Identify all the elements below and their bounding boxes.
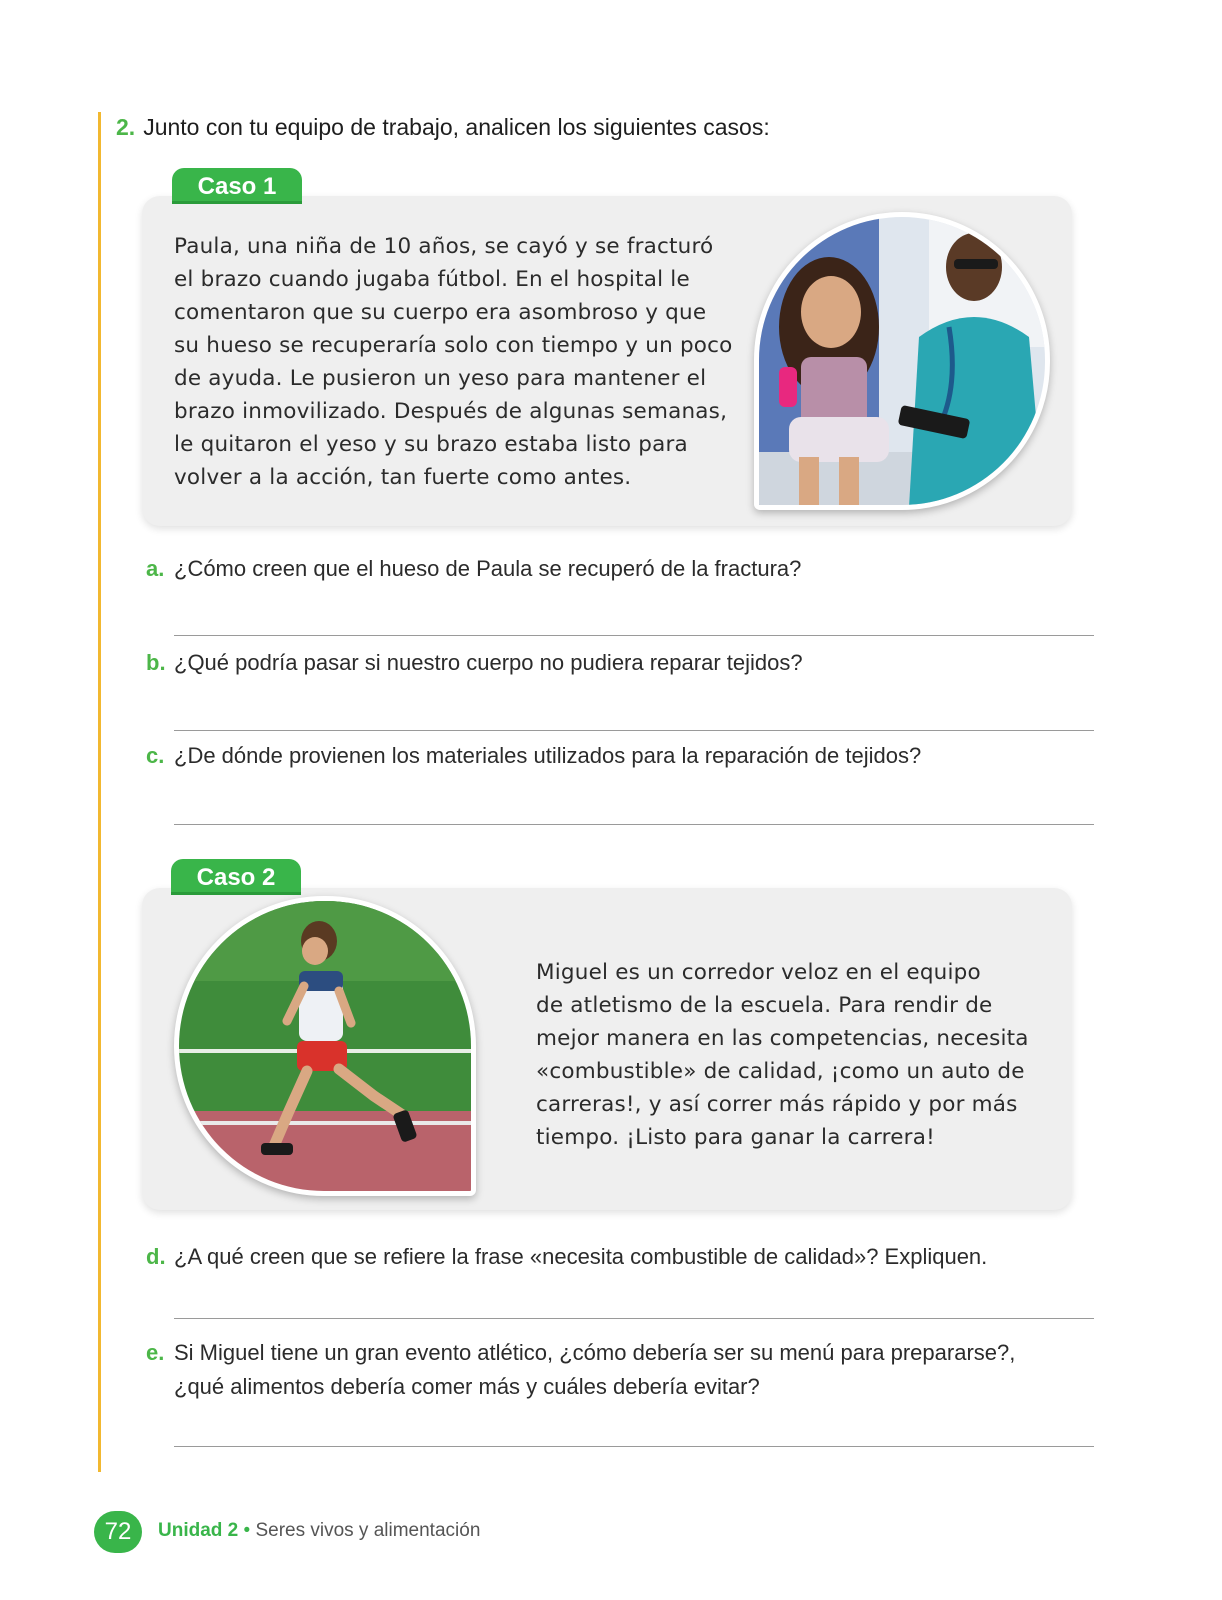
page-number: 72 (94, 1511, 142, 1553)
question-e (146, 1336, 1015, 1404)
footer-unit: Unidad 2 (158, 1520, 239, 1541)
case-1-line: su hueso se recuperaría solo con tiempo y un poco (174, 333, 733, 358)
case-2-text (536, 956, 1029, 1154)
question-d (146, 1240, 987, 1274)
answer-line-e[interactable] (174, 1446, 1094, 1447)
hospital-photo (754, 212, 1050, 510)
question-b (146, 646, 803, 680)
question-a (146, 552, 801, 586)
task-number: 2. (116, 114, 136, 140)
question-text-line-1: Si Miguel tiene un gran evento atlético, ¿cómo debería ser su menú para prepararse?, (174, 1340, 1016, 1365)
runner-photo (174, 896, 476, 1196)
case-1-text (174, 230, 733, 494)
case-2-line: mejor manera en las competencias, necesita (536, 1026, 1029, 1051)
case-2-line: tiempo. ¡Listo para ganar la carrera! (536, 1125, 935, 1150)
case-2-tab: Caso 2 (171, 859, 301, 895)
answer-line-a[interactable] (174, 635, 1094, 636)
question-letter: a. (146, 556, 165, 581)
case-2-line: Miguel es un corredor veloz en el equipo (536, 960, 981, 985)
footer-separator: • (243, 1520, 251, 1541)
case-1-line: comentaron que su cuerpo era asombroso y que (174, 300, 707, 325)
task-text: Junto con tu equipo de trabajo, analicen los siguientes casos: (143, 114, 770, 140)
case-2-line: carreras!, y así correr más rápido y por más (536, 1092, 1018, 1117)
case-1-line: le quitaron el yeso y su brazo estaba listo para (174, 432, 688, 457)
case-1-line: Paula, una niña de 10 años, se cayó y se fracturó (174, 234, 714, 259)
case-1-line: brazo inmovilizado. Después de algunas semanas, (174, 399, 728, 424)
question-text-line-2: ¿qué alimentos debería comer más y cuáles debería evitar? (174, 1374, 760, 1399)
answer-line-b[interactable] (174, 730, 1094, 731)
question-letter: e. (146, 1340, 165, 1365)
case-2-line: «combustible» de calidad, ¡como un auto de (536, 1059, 1025, 1084)
question-text: ¿A qué creen que se refiere la frase «necesita combustible de calidad»? Expliquen. (174, 1244, 988, 1269)
answer-line-c[interactable] (174, 824, 1094, 825)
case-2-line: de atletismo de la escuela. Para rendir de (536, 993, 993, 1018)
case-1-line: el brazo cuando jugaba fútbol. En el hospital le (174, 267, 690, 292)
question-text: ¿Cómo creen que el hueso de Paula se recuperó de la fractura? (174, 556, 802, 581)
case-1-line: de ayuda. Le pusieron un yeso para mantener el (174, 366, 707, 391)
question-letter: c. (146, 743, 165, 768)
footer-section: Seres vivos y alimentación (255, 1520, 481, 1541)
question-text: ¿De dónde provienen los materiales utilizados para la reparación de tejidos? (174, 743, 922, 768)
question-text: ¿Qué podría pasar si nuestro cuerpo no pudiera reparar tejidos? (174, 650, 803, 675)
case-1-tab: Caso 1 (172, 168, 302, 204)
question-letter: d. (146, 1244, 166, 1269)
question-c (146, 739, 921, 773)
task-heading (116, 114, 770, 141)
margin-bar (98, 112, 101, 1472)
question-letter: b. (146, 650, 166, 675)
answer-line-d[interactable] (174, 1318, 1094, 1319)
footer-title (158, 1520, 480, 1542)
case-1-line: volver a la acción, tan fuerte como antes. (174, 465, 632, 490)
